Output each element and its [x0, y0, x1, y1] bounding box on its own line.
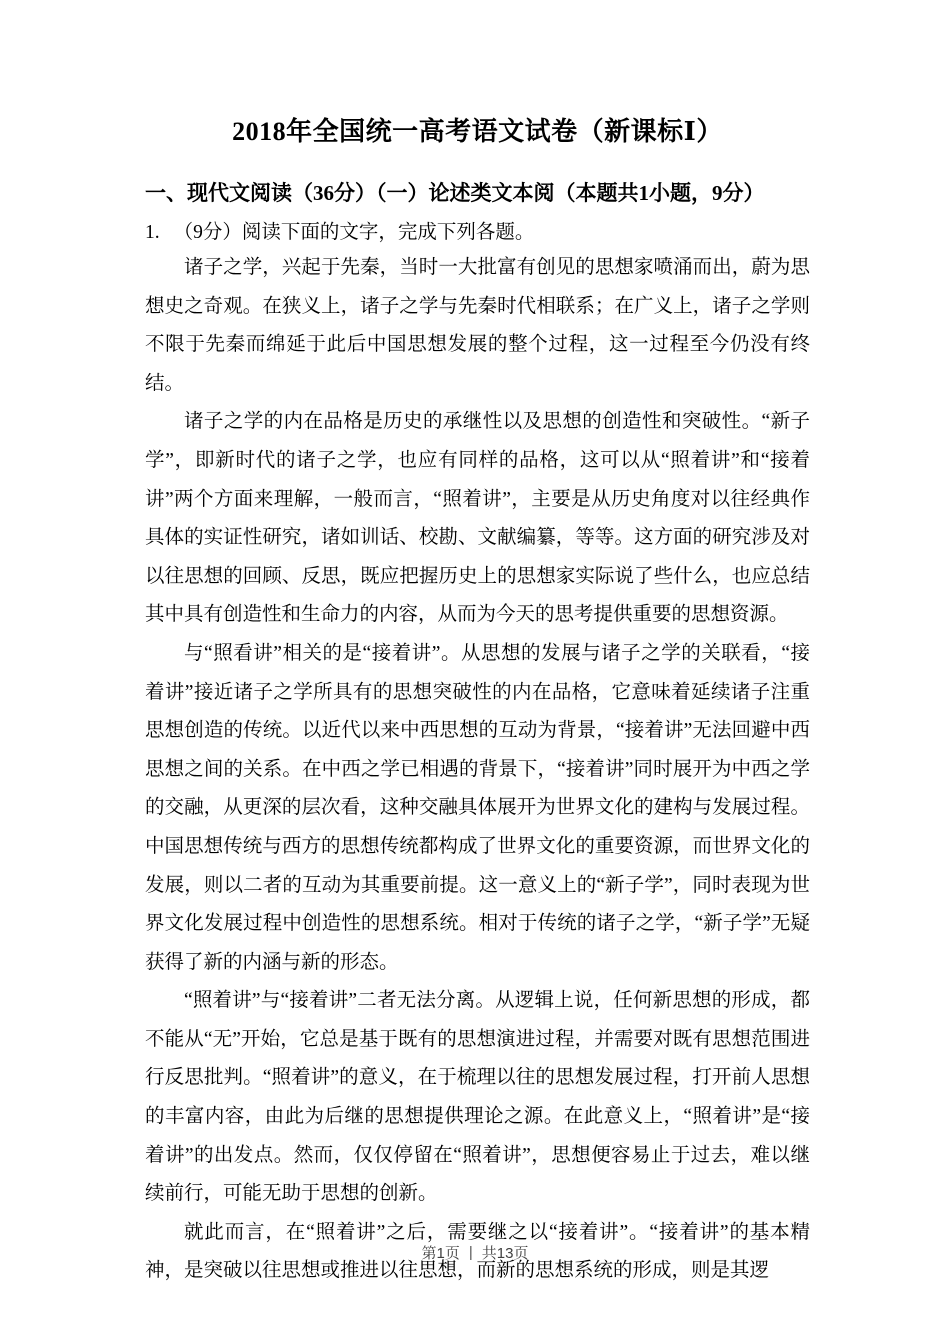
- total-pages-label: 共13页: [481, 1245, 529, 1262]
- passage-paragraph-4: “照着讲”与“接着讲”二者无法分离。从逻辑上说，任何新思想的形成，都不能从“无”开始，它总是基于既有的思想演进过程，并需要对既有思想范围进行反思批判。“照着讲”的意义，在于梳理以往的思想发展过程，打开前人思想的丰富内容，由此为后继的思想提供理论之源。在此意义上，“照着讲”是“接着讲”的出发点。然而，仅仅停留在“照着讲”，思想便容易止于过去，难以继续前行，可能无助于思想的创新。: [145, 990, 810, 1205]
- question-line: [145, 221, 810, 245]
- passage-paragraph-5: 就此而言，在“照着讲”之后，需要继之以“接着讲”。“接着讲”的基本精神，是突破以往思想或推进以往思想，而新的思想系统的形成，则是其逻: [145, 1221, 810, 1282]
- reading-passage: [145, 249, 810, 1291]
- passage-paragraph-3: 与“照看讲”相关的是“接着讲”。从思想的发展与诸子之学的关联看，“接着讲”接近诸子之学所具有的思想突破性的内在品格，它意味着延续诸子注重思想创造的传统。以近代以来中西思想的互动为背景，“接着讲”无法回避中西思想之间的关系。在中西之学已相遇的背景下，“接着讲”同时展开为中西之学的交融，从更深的层次看，这种交融具体展开为世界文化的建构与发展过程。中国思想传统与西方的思想传统都构成了世界文化的重要资源，而世界文化的发展，则以二者的互动为其重要前提。这一意义上的“新子学”，同时表现为世界文化发展过程中创造性的思想系统。相对于传统的诸子之学，“新子学”无疑获得了新的内涵与新的形态。: [145, 642, 810, 973]
- page-footer: [0, 1242, 950, 1263]
- page-number-label: 第1页: [421, 1245, 460, 1262]
- footer-divider: |: [468, 1244, 473, 1261]
- question-number: 1.: [145, 222, 160, 243]
- section-heading: 一、现代文阅读（36分）（一）论述类文本阅（本题共1小题，9分）: [145, 181, 765, 205]
- question-intro: （9分）阅读下面的文字，完成下列各题。: [173, 222, 535, 243]
- document-title: 2018年全国统一高考语文试卷（新课标Ⅰ）: [232, 117, 723, 146]
- document-content: [145, 0, 810, 1291]
- passage-paragraph-1: 诸子之学，兴起于先秦，当时一大批富有创见的思想家喷涌而出，蔚为思想史之奇观。在狭义上，诸子之学与先秦时代相联系；在广义上，诸子之学则不限于先秦而绵延于此后中国思想发展的整个过程，这一过程至今仍没有终结。: [145, 257, 810, 394]
- passage-paragraph-2: 诸子之学的内在品格是历史的承继性以及思想的创造性和突破性。“新子学”，即新时代的诸子之学，也应有同样的品格，这可以从“照着讲”和“接着讲”两个方面来理解，一般而言，“照着讲”，主要是从历史角度对以往经典作具体的实证性研究，诸如训话、校勘、文献编纂，等等。这方面的研究涉及对以往思想的回顾、反思，既应把握历史上的思想家实际说了些什么，也应总结其中具有创造性和生命力的内容，从而为今天的思考提供重要的思想资源。: [145, 411, 810, 626]
